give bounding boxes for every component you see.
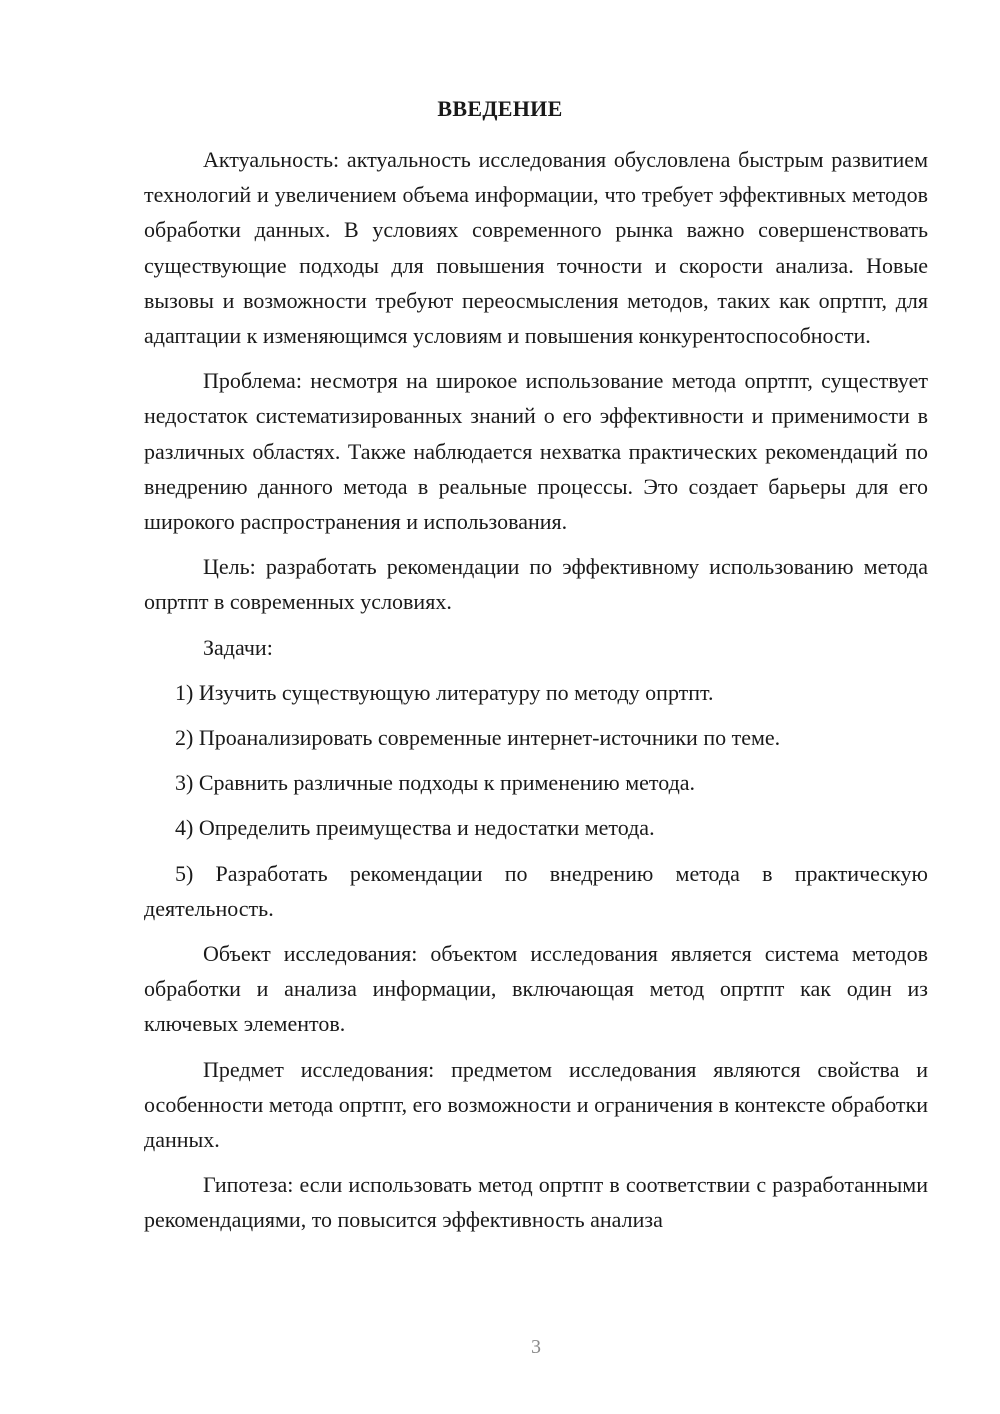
list-item-task-1: 1) Изучить существующую литературу по методу опртпт.: [175, 679, 714, 705]
paragraph-relevance: Актуальность: актуальность исследования обусловлена быстрым развитием технологий и увеличением объема информации, что требует эффективных методов обработки данных. В условиях современного рынка важно совершенствовать существующие подходы для повышения точности и скорости анализа. Новые вызовы и возможности требуют переосмысления методов, таких как опртпт, для адаптации к изменяющимся условиям и повышения конкурентоспособности.: [144, 147, 928, 349]
list-item-task-3: 3) Сравнить различные подходы к применению метода.: [175, 770, 696, 796]
section-title: [0, 96, 928, 122]
paragraph-hypothesis: Гипотеза: если использовать метод опртпт в соответствии с разработанными рекомендациями, то повысится эффективность анализа: [144, 1172, 928, 1233]
page-number: 3: [531, 1336, 541, 1358]
paragraph-problem: Проблема: несмотря на широкое использование метода опртпт, существует недостаток систематизированных знаний о его эффективности и применимости в различных областях. Также наблюдается нехватка практических рекомендаций по внедрению данного метода в реальные процессы. Это создает барьеры для его широкого распространения и использования.: [144, 368, 928, 535]
document-body: [144, 142, 928, 1248]
paragraph-goal: Цель: разработать рекомендации по эффективному использованию метода опртпт в современных условиях.: [144, 554, 928, 615]
section-title-text: ВВЕДЕНИЕ: [437, 96, 563, 121]
list-item-task-5: 5) Разработать рекомендации по внедрению метода в практическую деятельность.: [144, 860, 928, 921]
list-item-task-4: 4) Определить преимущества и недостатки метода.: [175, 815, 655, 841]
paragraph-subject: Предмет исследования: предметом исследования являются свойства и особенности метода опртпт, его возможности и ограничения в контексте обработки данных.: [144, 1056, 928, 1153]
paragraph-object: Объект исследования: объектом исследования является система методов обработки и анализа информации, включающая метод опртпт как один из ключевых элементов.: [144, 941, 928, 1037]
list-item-task-2: 2) Проанализировать современные интернет-источники по теме.: [175, 725, 781, 751]
tasks-heading: Задачи:: [203, 634, 273, 660]
